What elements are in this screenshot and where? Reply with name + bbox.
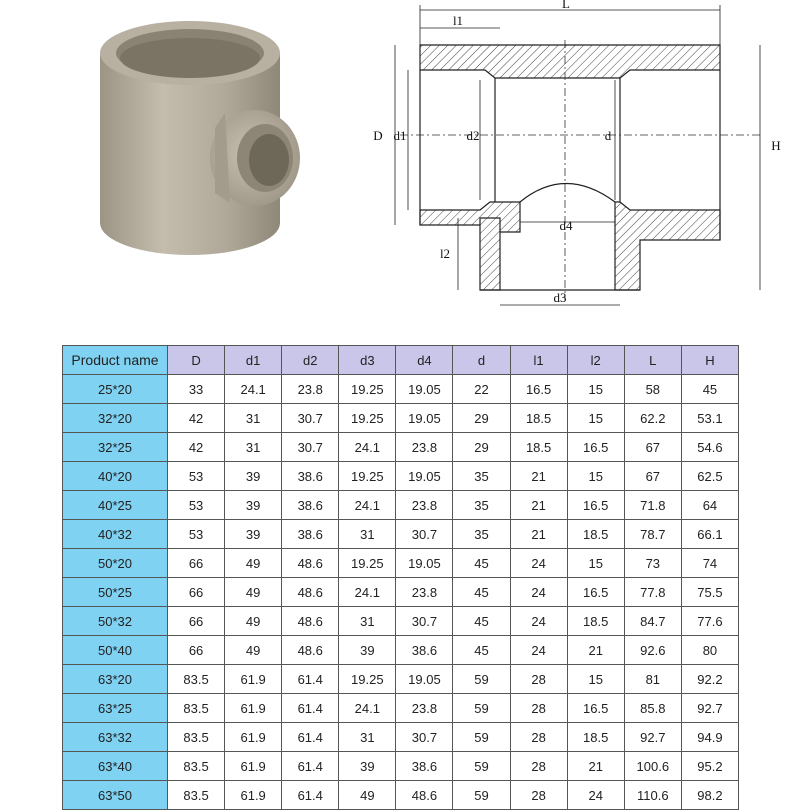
table-cell: 21: [510, 520, 567, 549]
col-header-l1: l1: [510, 346, 567, 375]
table-cell: 23.8: [396, 433, 453, 462]
table-cell: 39: [339, 752, 396, 781]
table-cell: 83.5: [168, 665, 225, 694]
dim-label-outer-dia: D: [373, 128, 383, 143]
dim-label-d2: d2: [466, 128, 480, 143]
table-cell: 29: [453, 433, 510, 462]
dim-label-d: d: [604, 128, 612, 143]
table-cell: 84.7: [624, 607, 681, 636]
table-cell: 15: [567, 549, 624, 578]
table-cell: 16.5: [567, 694, 624, 723]
col-header-d3: d3: [339, 346, 396, 375]
table-cell: 15: [567, 462, 624, 491]
table-cell: 30.7: [396, 723, 453, 752]
table-cell: 29: [453, 404, 510, 433]
table-row: [63, 665, 739, 694]
table-cell: 71.8: [624, 491, 681, 520]
table-cell: 24: [510, 578, 567, 607]
table-cell: 24.1: [339, 491, 396, 520]
spec-table: [62, 345, 739, 810]
table-cell: 38.6: [396, 636, 453, 665]
table-cell: 64: [681, 491, 738, 520]
table-cell: 66: [168, 578, 225, 607]
table-cell: 28: [510, 752, 567, 781]
row-product-name: 63*40: [63, 752, 168, 781]
table-cell: 59: [453, 723, 510, 752]
table-row: [63, 636, 739, 665]
table-row: [63, 723, 739, 752]
table-cell: 53: [168, 491, 225, 520]
table-cell: 21: [510, 462, 567, 491]
table-cell: 19.25: [339, 549, 396, 578]
table-cell: 53: [168, 520, 225, 549]
table-cell: 83.5: [168, 723, 225, 752]
table-row: [63, 404, 739, 433]
table-cell: 39: [225, 520, 282, 549]
table-cell: 49: [339, 781, 396, 810]
table-cell: 45: [453, 636, 510, 665]
table-cell: 19.05: [396, 549, 453, 578]
table-cell: 48.6: [282, 578, 339, 607]
table-cell: 59: [453, 781, 510, 810]
dim-label-l1: l1: [452, 13, 464, 28]
row-product-name: 63*50: [63, 781, 168, 810]
table-cell: 61.9: [225, 694, 282, 723]
table-cell: 35: [453, 491, 510, 520]
table-cell: 58: [624, 375, 681, 404]
table-cell: 66: [168, 636, 225, 665]
table-cell: 19.25: [339, 404, 396, 433]
table-cell: 48.6: [396, 781, 453, 810]
table-cell: 24: [567, 781, 624, 810]
table-cell: 23.8: [282, 375, 339, 404]
table-cell: 92.7: [624, 723, 681, 752]
table-cell: 45: [681, 375, 738, 404]
table-row: [63, 462, 739, 491]
dim-label-top-length: L: [562, 0, 570, 11]
col-header-d4: d4: [396, 346, 453, 375]
table-cell: 67: [624, 433, 681, 462]
table-cell: 61.4: [282, 665, 339, 694]
row-product-name: 25*20: [63, 375, 168, 404]
table-cell: 15: [567, 665, 624, 694]
table-cell: 83.5: [168, 781, 225, 810]
table-cell: 45: [453, 549, 510, 578]
table-cell: 28: [510, 723, 567, 752]
table-cell: 24: [510, 549, 567, 578]
table-cell: 19.25: [339, 462, 396, 491]
table-row: [63, 433, 739, 462]
row-product-name: 50*25: [63, 578, 168, 607]
table-cell: 61.9: [225, 781, 282, 810]
table-cell: 19.25: [339, 375, 396, 404]
table-cell: 38.6: [282, 520, 339, 549]
table-cell: 62.5: [681, 462, 738, 491]
table-cell: 100.6: [624, 752, 681, 781]
table-cell: 24.1: [339, 694, 396, 723]
table-cell: 24: [510, 607, 567, 636]
table-cell: 18.5: [567, 607, 624, 636]
table-cell: 18.5: [510, 433, 567, 462]
table-cell: 92.2: [681, 665, 738, 694]
dim-label-d4: d4: [559, 218, 573, 233]
table-row: [63, 752, 739, 781]
dim-label-height: H: [771, 138, 781, 153]
table-cell: 48.6: [282, 549, 339, 578]
table-cell: 39: [339, 636, 396, 665]
col-header-D: D: [168, 346, 225, 375]
table-cell: 61.9: [225, 723, 282, 752]
col-header-d: d: [453, 346, 510, 375]
table-cell: 45: [453, 578, 510, 607]
table-cell: 19.05: [396, 375, 453, 404]
table-cell: 23.8: [396, 578, 453, 607]
table-cell: 21: [567, 636, 624, 665]
table-cell: 38.6: [282, 462, 339, 491]
table-cell: 59: [453, 694, 510, 723]
cross-section-drawing: [340, 0, 800, 330]
table-cell: 18.5: [567, 723, 624, 752]
table-cell: 61.9: [225, 665, 282, 694]
table-cell: 35: [453, 520, 510, 549]
table-row: [63, 520, 739, 549]
table-cell: 16.5: [567, 491, 624, 520]
table-cell: 49: [225, 578, 282, 607]
table-cell: 39: [225, 462, 282, 491]
table-cell: 30.7: [282, 404, 339, 433]
row-product-name: 32*25: [63, 433, 168, 462]
table-cell: 48.6: [282, 607, 339, 636]
table-cell: 48.6: [282, 636, 339, 665]
table-cell: 95.2: [681, 752, 738, 781]
table-cell: 94.9: [681, 723, 738, 752]
table-cell: 28: [510, 665, 567, 694]
table-cell: 85.8: [624, 694, 681, 723]
table-cell: 45: [453, 607, 510, 636]
dim-label-l2: l2: [439, 246, 451, 261]
table-row: [63, 781, 739, 810]
table-cell: 66: [168, 549, 225, 578]
dim-label-d1: d1: [393, 128, 407, 143]
table-cell: 49: [225, 607, 282, 636]
col-header-H: H: [681, 346, 738, 375]
table-cell: 16.5: [510, 375, 567, 404]
table-cell: 31: [339, 607, 396, 636]
table-cell: 16.5: [567, 578, 624, 607]
table-cell: 31: [339, 723, 396, 752]
table-cell: 21: [567, 752, 624, 781]
table-cell: 18.5: [567, 520, 624, 549]
table-cell: 16.5: [567, 433, 624, 462]
table-cell: 15: [567, 375, 624, 404]
table-row: [63, 375, 739, 404]
table-row: [63, 607, 739, 636]
table-cell: 62.2: [624, 404, 681, 433]
table-cell: 23.8: [396, 694, 453, 723]
table-cell: 19.05: [396, 665, 453, 694]
table-cell: 61.4: [282, 694, 339, 723]
table-cell: 61.4: [282, 781, 339, 810]
table-cell: 66.1: [681, 520, 738, 549]
table-cell: 31: [339, 520, 396, 549]
table-cell: 77.8: [624, 578, 681, 607]
table-cell: 15: [567, 404, 624, 433]
table-cell: 31: [225, 404, 282, 433]
table-cell: 74: [681, 549, 738, 578]
table-row: [63, 549, 739, 578]
col-header-d1: d1: [225, 346, 282, 375]
table-cell: 66: [168, 607, 225, 636]
table-cell: 67: [624, 462, 681, 491]
table-cell: 54.6: [681, 433, 738, 462]
col-header-product-name: Product name: [63, 346, 168, 375]
table-cell: 28: [510, 694, 567, 723]
table-cell: 19.05: [396, 404, 453, 433]
table-cell: 30.7: [396, 607, 453, 636]
col-header-d2: d2: [282, 346, 339, 375]
table-cell: 77.6: [681, 607, 738, 636]
row-product-name: 40*20: [63, 462, 168, 491]
table-cell: 28: [510, 781, 567, 810]
row-product-name: 40*32: [63, 520, 168, 549]
table-cell: 33: [168, 375, 225, 404]
table-cell: 24.1: [339, 433, 396, 462]
table-cell: 18.5: [510, 404, 567, 433]
row-product-name: 63*32: [63, 723, 168, 752]
table-cell: 83.5: [168, 694, 225, 723]
table-cell: 30.7: [396, 520, 453, 549]
table-cell: 61.4: [282, 723, 339, 752]
table-cell: 42: [168, 404, 225, 433]
table-cell: 81: [624, 665, 681, 694]
table-cell: 35: [453, 462, 510, 491]
table-cell: 75.5: [681, 578, 738, 607]
table-cell: 49: [225, 549, 282, 578]
table-cell: 30.7: [282, 433, 339, 462]
table-cell: 92.6: [624, 636, 681, 665]
table-cell: 53: [168, 462, 225, 491]
col-header-l2: l2: [567, 346, 624, 375]
table-cell: 83.5: [168, 752, 225, 781]
table-cell: 59: [453, 665, 510, 694]
row-product-name: 63*25: [63, 694, 168, 723]
table-cell: 59: [453, 752, 510, 781]
table-cell: 80: [681, 636, 738, 665]
table-cell: 24: [510, 636, 567, 665]
reducing-tee-photo: [75, 8, 335, 258]
table-row: [63, 491, 739, 520]
table-cell: 38.6: [282, 491, 339, 520]
table-cell: 42: [168, 433, 225, 462]
table-cell: 19.05: [396, 462, 453, 491]
table-cell: 98.2: [681, 781, 738, 810]
table-cell: 49: [225, 636, 282, 665]
table-cell: 39: [225, 491, 282, 520]
dim-label-d3: d3: [553, 290, 567, 305]
table-cell: 73: [624, 549, 681, 578]
row-product-name: 40*25: [63, 491, 168, 520]
table-cell: 19.25: [339, 665, 396, 694]
row-product-name: 50*32: [63, 607, 168, 636]
table-cell: 92.7: [681, 694, 738, 723]
table-header-row: [63, 346, 739, 375]
table-row: [63, 694, 739, 723]
table-cell: 53.1: [681, 404, 738, 433]
table-cell: 38.6: [396, 752, 453, 781]
row-product-name: 63*20: [63, 665, 168, 694]
table-cell: 61.4: [282, 752, 339, 781]
table-cell: 24.1: [339, 578, 396, 607]
table-cell: 78.7: [624, 520, 681, 549]
table-cell: 110.6: [624, 781, 681, 810]
table-cell: 61.9: [225, 752, 282, 781]
table-row: [63, 578, 739, 607]
row-product-name: 50*40: [63, 636, 168, 665]
table-cell: 22: [453, 375, 510, 404]
row-product-name: 32*20: [63, 404, 168, 433]
row-product-name: 50*20: [63, 549, 168, 578]
table-cell: 21: [510, 491, 567, 520]
table-cell: 23.8: [396, 491, 453, 520]
col-header-L: L: [624, 346, 681, 375]
table-cell: 31: [225, 433, 282, 462]
table-cell: 24.1: [225, 375, 282, 404]
